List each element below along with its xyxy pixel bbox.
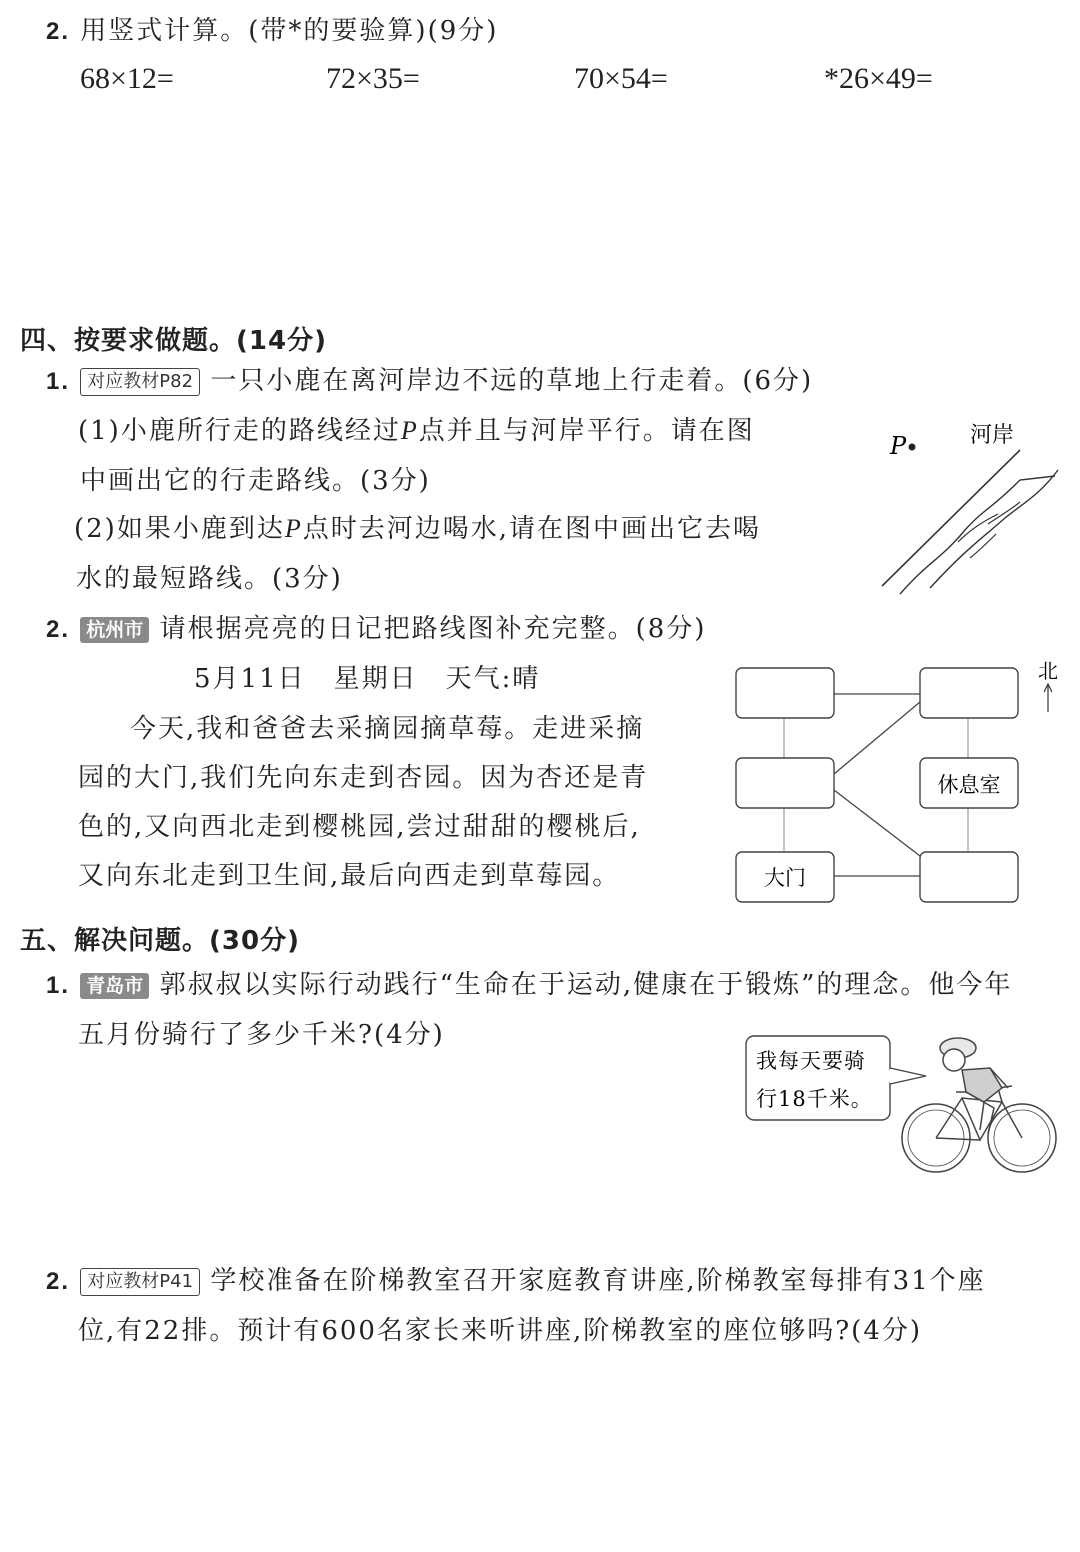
section-5-heading: 五、解决问题。(30分)	[20, 926, 300, 956]
question-text: 一只小鹿在离河岸边不远的草地上行走着。(6分)	[210, 366, 814, 396]
question-number: 2.	[46, 18, 71, 45]
point-p-label: P	[890, 432, 907, 460]
map-box-empty	[736, 668, 834, 718]
river-line	[900, 476, 1055, 594]
question-text: 学校准备在阶梯教室召开家庭教育讲座,阶梯教室每排有31个座	[210, 1266, 986, 1296]
question-3-2	[46, 18, 498, 44]
question-text: 郭叔叔以实际行动践行“生命在于运动,健康在于锻炼”的理念。他今年	[159, 970, 1013, 1000]
diary-line-2: 园的大门,我们先向东走到杏园。因为杏还是青	[78, 763, 649, 793]
calc-item-4: *26×49=	[824, 62, 933, 95]
river-line	[930, 470, 1058, 588]
diary-line-1: 今天,我和爸爸去采摘园摘草莓。走进采摘	[130, 714, 645, 744]
map-box-empty	[920, 668, 1018, 718]
subquestion-1-line-1	[78, 418, 755, 444]
bubble-line-2: 行18千米。	[756, 1087, 873, 1111]
question-number: 2.	[46, 1268, 71, 1295]
calc-item-2: 72×35=	[326, 62, 420, 95]
text-part: 点并且与河岸平行。请在图	[418, 416, 755, 446]
question-4-1	[46, 368, 813, 396]
text-part: (2)如果小鹿到达	[74, 514, 285, 544]
question-5-1	[46, 972, 1012, 999]
question-5-1-line-2: 五月份骑行了多少千米?(4分)	[78, 1020, 445, 1050]
section-4-heading: 四、按要求做题。(14分)	[20, 326, 327, 356]
question-text: 请根据亮亮的日记把路线图补充完整。(8分)	[159, 614, 707, 644]
cyclist-icon	[940, 1038, 1008, 1134]
point-p-text: P	[400, 416, 419, 445]
cyclist-illustration	[740, 1030, 1070, 1175]
question-number: 2.	[46, 616, 71, 643]
calc-item-3: 70×54=	[574, 62, 668, 95]
map-connector	[834, 790, 920, 856]
map-box-empty	[920, 852, 1018, 902]
question-text: 用竖式计算。(带*的要验算)(9分)	[80, 16, 499, 46]
rest-room-label: 休息室	[937, 773, 1001, 797]
north-label: 北	[1038, 659, 1058, 683]
speech-bubble-tail	[890, 1068, 926, 1084]
textbook-tag: 对应教材P82	[80, 368, 200, 396]
bubble-line-1: 我每天要骑	[756, 1049, 866, 1073]
map-box-empty	[736, 758, 834, 808]
subquestion-2-line-1	[74, 516, 761, 542]
question-4-2	[46, 616, 706, 643]
diary-line-4: 又向东北走到卫生间,最后向西走到草莓园。	[78, 861, 621, 891]
map-connector	[834, 702, 920, 774]
question-number: 1.	[46, 972, 71, 999]
route-map	[730, 656, 1070, 908]
gate-label: 大门	[764, 866, 806, 890]
calc-item-1: 68×12=	[80, 62, 174, 95]
point-p-dot	[909, 444, 916, 451]
diary-line-3: 色的,又向西北走到樱桃园,尝过甜甜的樱桃后,	[78, 812, 641, 842]
question-number: 1.	[46, 368, 71, 395]
river-bank-label: 河岸	[970, 423, 1015, 448]
river-figure	[870, 410, 1070, 600]
point-p-text: P	[284, 514, 303, 543]
text-part: (1)小鹿所行走的路线经过	[78, 416, 401, 446]
region-tag: 青岛市	[80, 973, 149, 999]
diary-header: 5月11日 星期日 天气:晴	[194, 664, 541, 694]
textbook-tag: 对应教材P41	[80, 1268, 200, 1296]
question-5-2	[46, 1268, 986, 1296]
region-tag: 杭州市	[80, 617, 149, 643]
question-5-2-line-2: 位,有22排。预计有600名家长来听讲座,阶梯教室的座位够吗?(4分)	[78, 1316, 923, 1346]
subquestion-2-line-2: 水的最短路线。(3分)	[76, 564, 343, 594]
subquestion-1-line-2: 中画出它的行走路线。(3分)	[80, 466, 431, 496]
text-part: 点时去河边喝水,请在图中画出它去喝	[302, 514, 761, 544]
